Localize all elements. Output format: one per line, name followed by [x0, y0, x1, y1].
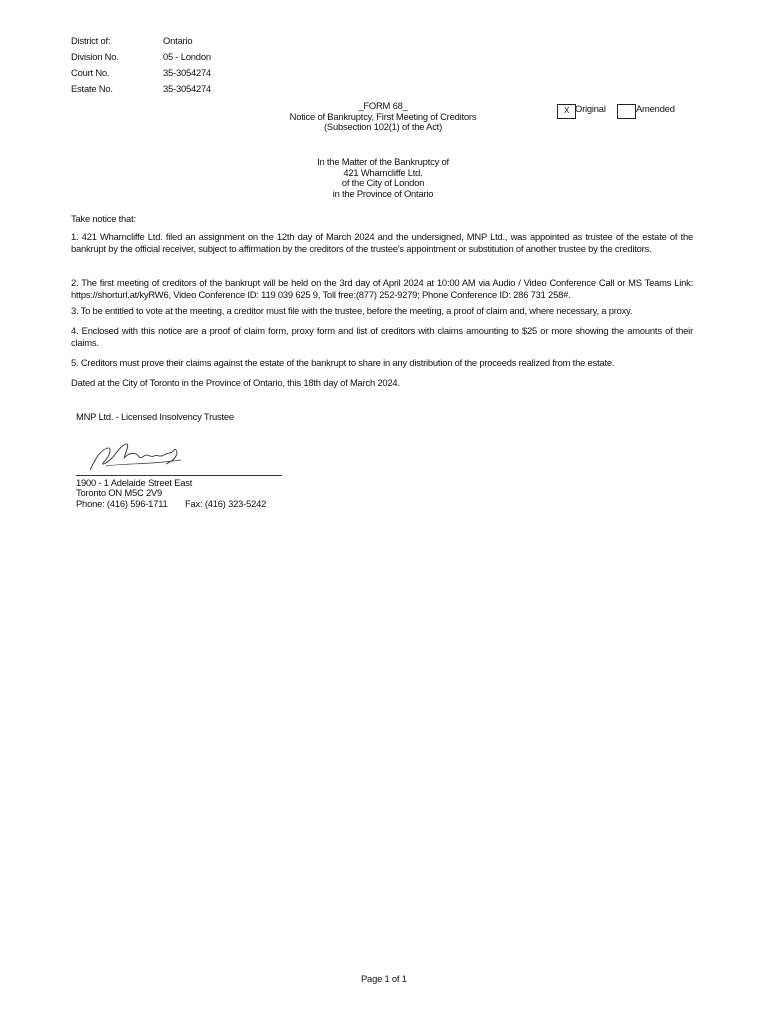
matter-company: 421 Wharncliffe Ltd.: [343, 166, 423, 178]
trustee-phone: Phone: (416) 596-1711: [76, 498, 168, 509]
matter-block: [240, 157, 526, 199]
division-label: Division No.: [71, 51, 119, 62]
estate-label: Estate No.: [71, 83, 113, 94]
page-number: Page 1 of 1: [361, 973, 407, 984]
paragraph-5: 5. Creditors must prove their claims against the estate of the bankrupt to share in any distribution of the proceeds realized from the estate.: [71, 357, 615, 368]
trustee-fax: Fax: (416) 323-5242: [185, 498, 267, 509]
district-value: Ontario: [163, 35, 193, 46]
matter-line: In the Matter of the Bankruptcy of: [317, 156, 449, 167]
signature-line: [76, 475, 282, 476]
form-name: Notice of Bankruptcy, First Meeting of Creditors: [289, 110, 477, 122]
checkbox-mark: X: [564, 106, 570, 115]
paragraph-4: 4. Enclosed with this notice are a proof of claim form, proxy form and list of creditors with claims amounting to $25 or more showing the amounts of their claims.: [71, 325, 693, 348]
division-value: 05 - London: [163, 51, 211, 62]
dated-line: Dated at the City of Toronto in the Province of Ontario, this 18th day of March 2024.: [71, 377, 400, 388]
paragraph-3: 3. To be entitled to vote at the meeting, a creditor must file with the trustee, before the meeting, a proof of claim and, where necessary, a proxy.: [71, 305, 633, 316]
court-value: 35-3054274: [163, 67, 212, 78]
form-number: _FORM 68_: [358, 100, 408, 111]
trustee-name: MNP Ltd. - Licensed Insolvency Trustee: [76, 411, 234, 422]
form-title: [240, 101, 526, 133]
original-checkbox[interactable]: [557, 104, 576, 119]
form-subsection: (Subsection 102(1) of the Act): [323, 121, 443, 132]
trustee-address-line2: Toronto ON M5C 2V9: [76, 487, 163, 498]
trustee-address-line1: 1900 - 1 Adelaide Street East: [76, 477, 193, 488]
signature-image: [86, 438, 186, 474]
amended-checkbox[interactable]: [617, 104, 636, 119]
amended-label: Amended: [636, 103, 675, 114]
matter-city: of the City of London: [341, 177, 425, 188]
paragraph-2: 2. The first meeting of creditors of the bankrupt will be held on the 3rd day of April 2024 at 10:00 AM via Audio / Video Conference Call or MS Teams Link: https://shorturl.at/kyRW6, Video Conference ID: 119 039 625 9, Toll free:(877) 252-9279; Phone Conference ID: 286 731 258#.: [71, 277, 693, 300]
court-label: Court No.: [71, 67, 110, 78]
original-label: Original: [575, 103, 606, 114]
intro-text: Take notice that:: [71, 213, 136, 224]
matter-province: in the Province of Ontario: [332, 187, 434, 199]
paragraph-1: 1. 421 Wharncliffe Ltd. filed an assignment on the 12th day of March 2024 and the undersigned, MNP Ltd., was appointed as trustee of the estate of the bankrupt by the official receiver, subject to affirmation by the creditors of the trustee's appointment or substitution of another trustee by the creditors.: [71, 231, 693, 254]
district-label: District of:: [71, 35, 111, 46]
estate-value: 35-3054274: [163, 83, 212, 94]
